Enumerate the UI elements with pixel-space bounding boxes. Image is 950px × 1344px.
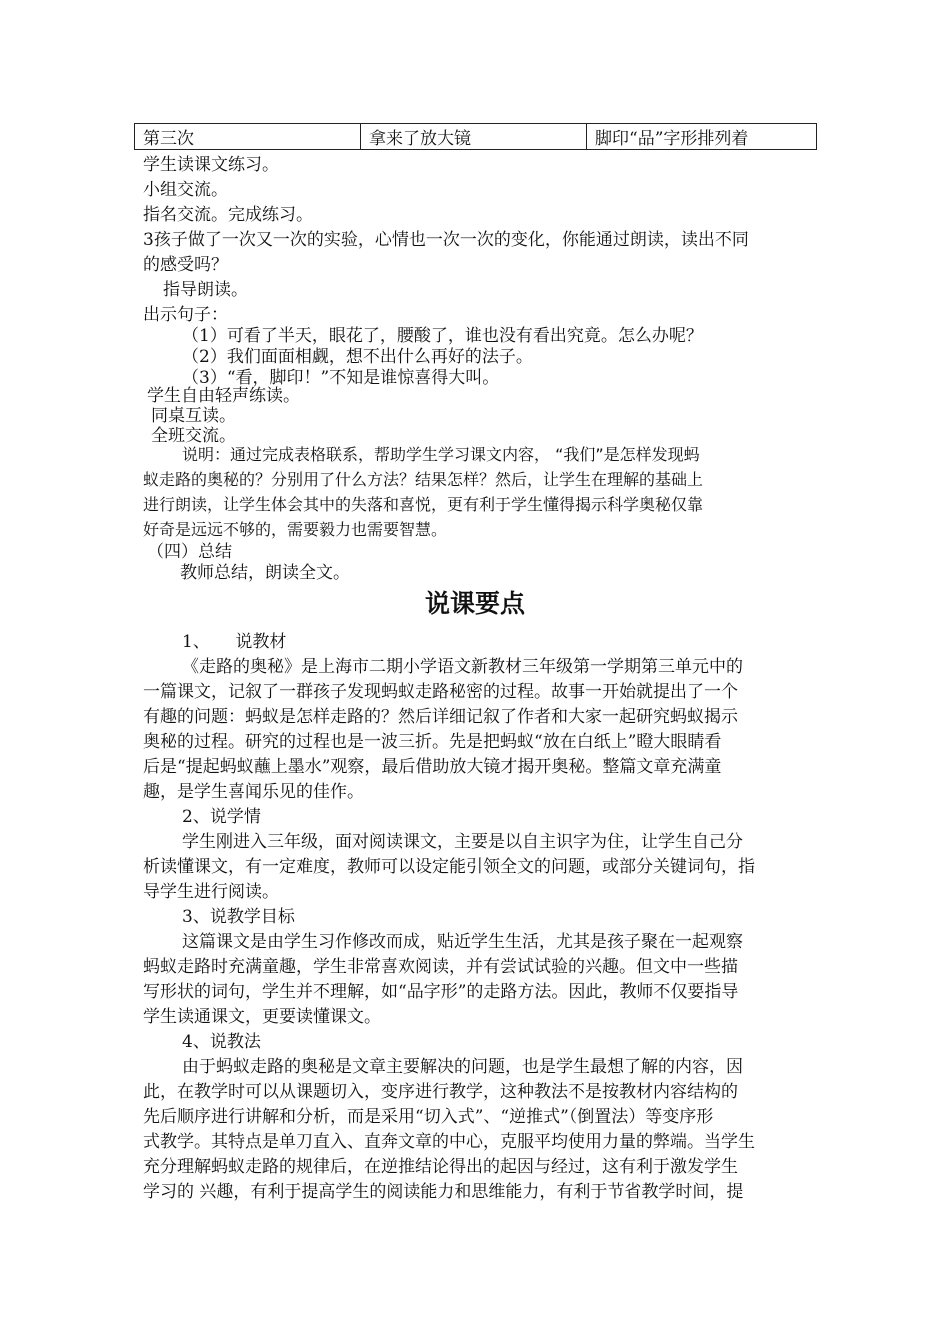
text-line: 写形状的词句，学生并不理解，如“品字形”的走路方法。因此，教师不仅要指导 [143, 982, 739, 1002]
table-row [135, 124, 817, 150]
text-line: 此，在教学时可以从课题切入，变序进行教学，这种教法不是按教材内容结构的 [143, 1082, 738, 1102]
text-line: 式教学。其特点是单刀直入、直奔文章的中心，克服平均使用力量的弊端。当学生 [143, 1132, 755, 1152]
text-line: 后是“提起蚂蚁蘸上墨水”观察，最后借助放大镜才揭开奥秘。整篇文章充满童 [143, 757, 722, 777]
section-heading: （四）总结 [147, 542, 232, 562]
results-table [134, 123, 817, 150]
section-heading: 1、 说教材 [182, 632, 287, 652]
note-line: 进行朗读，让学生体会其中的失落和喜悦，更有利于学生懂得揭示科学奥秘仅靠 [143, 495, 704, 514]
text-line: 蚂蚁走路时充满童趣，学生非常喜欢阅读，并有尝试试验的兴趣。但文中一些描 [143, 957, 738, 977]
section-heading: 4、说教法 [182, 1032, 261, 1052]
text-line: 学生读课文练习。 [143, 155, 279, 175]
text-line: 充分理解蚂蚁走路的规律后，在逆推结论得出的起因与经过，这有利于激发学生 [143, 1157, 738, 1177]
text-line: （2）我们面面相觑，想不出什么再好的法子。 [182, 347, 533, 367]
text-line: 指导朗读。 [163, 280, 248, 300]
text-line: 学生刚进入三年级，面对阅读课文，主要是以自主识字为住，让学生自己分 [182, 832, 743, 852]
text-line: 的感受吗？ [143, 255, 228, 275]
text-line: 出示句子： [143, 305, 228, 325]
table-cell: 脚印“品”字形排列着 [587, 124, 817, 150]
section-heading: 3、说教学目标 [182, 907, 295, 927]
section-heading: 2、说学情 [182, 807, 261, 827]
text-line: 析读懂课文，有一定难度，教师可以设定能引领全文的问题，或部分关键词句，指 [143, 857, 755, 877]
text-line: 3孩子做了一次又一次的实验，心情也一次一次的变化，你能通过朗读，读出不同 [143, 230, 749, 250]
text-line: 学习的 兴趣，有利于提高学生的阅读能力和思维能力，有利于节省教学时间，提 [143, 1182, 744, 1202]
page-title: 说课要点 [424, 589, 525, 618]
table-cell: 拿来了放大镜 [361, 124, 587, 150]
table-cell: 第三次 [135, 124, 361, 150]
text-line: 《走路的奥秘》是上海市二期小学语文新教材三年级第一学期第三单元中的 [182, 657, 743, 677]
text-line: 一篇课文，记叙了一群孩子发现蚂蚁走路秘密的过程。故事一开始就提出了一个 [143, 682, 738, 702]
text-line: 趣，是学生喜闻乐见的佳作。 [143, 782, 364, 802]
text-line: 这篇课文是由学生习作修改而成，贴近学生生活，尤其是孩子聚在一起观察 [182, 932, 743, 952]
text-line: 学生自由轻声练读。 [147, 386, 300, 406]
text-line: 指名交流。完成练习。 [143, 205, 313, 225]
note-line: 说明：通过完成表格联系，帮助学生学习课文内容， “我们”是怎样发现蚂 [182, 445, 700, 464]
note-line: 蚁走路的奥秘的？分别用了什么方法？结果怎样？然后，让学生在理解的基础上 [143, 470, 704, 489]
text-line: 由于蚂蚁走路的奥秘是文章主要解决的问题，也是学生最想了解的内容，因 [182, 1057, 743, 1077]
text-line: 学生读通课文，更要读懂课文。 [143, 1007, 381, 1027]
text-line: 导学生进行阅读。 [143, 882, 279, 902]
text-line: 同桌互读。 [151, 406, 236, 426]
text-line: 奥秘的过程。研究的过程也是一波三折。先是把蚂蚁“放在白纸上”瞪大眼睛看 [143, 732, 722, 752]
text-line: 先后顺序进行讲解和分析，而是采用“切入式”、“逆推式”（倒置法）等变序形 [143, 1107, 714, 1127]
text-line: （1）可看了半天，眼花了，腰酸了，谁也没有看出究竟。怎么办呢？ [182, 326, 703, 346]
text-line: 有趣的问题：蚂蚁是怎样走路的？然后详细记叙了作者和大家一起研究蚂蚁揭示 [143, 707, 738, 727]
note-line: 好奇是远远不够的，需要毅力也需要智慧。 [143, 520, 448, 539]
text-line: 小组交流。 [143, 180, 228, 200]
text-line: 教师总结，朗读全文。 [180, 563, 350, 583]
text-line: （3）“看，脚印！”不知是谁惊喜得大叫。 [182, 368, 500, 388]
text-line: 全班交流。 [151, 426, 236, 446]
